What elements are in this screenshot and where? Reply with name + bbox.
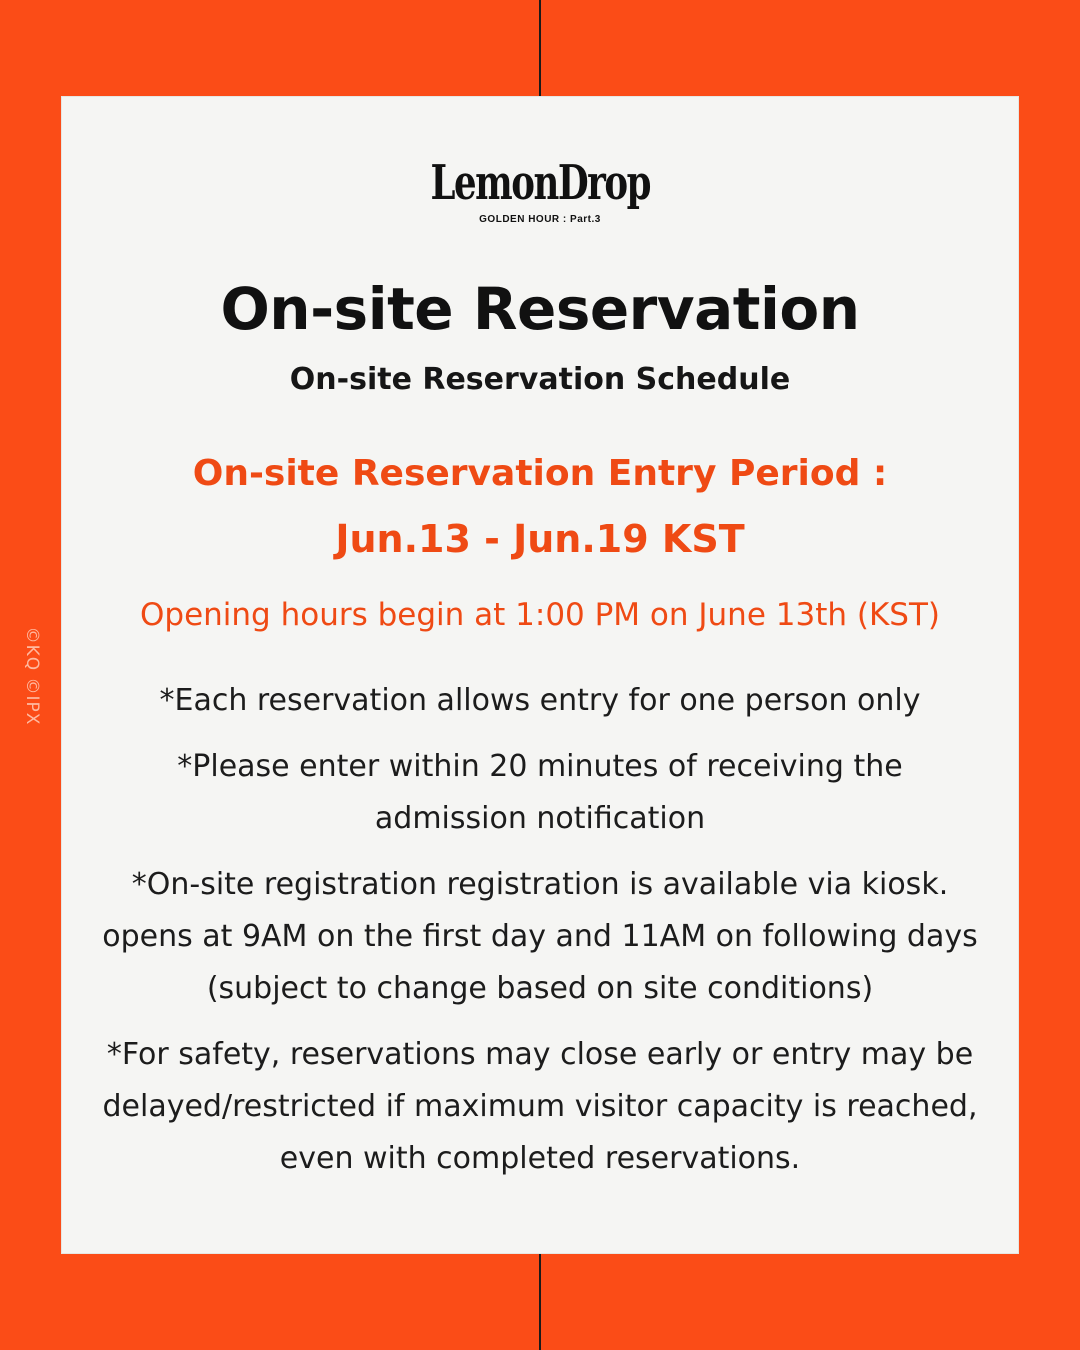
logo-wordmark: LemonDrop	[430, 155, 650, 211]
note-item: *On-site registration registration is available via kiosk. opens at 9AM on the first day and 11AM on following days (subject to change based on site conditions)	[102, 867, 978, 1006]
center-divider-top	[539, 0, 541, 96]
entry-period-label: On-site Reservation Entry Period :	[192, 453, 888, 494]
notice-card	[61, 96, 1019, 1254]
center-divider-bottom	[539, 1254, 541, 1350]
logo-tagline: GOLDEN HOUR : Part.3	[479, 214, 601, 225]
notes-list	[102, 675, 978, 1199]
page-subtitle: On-site Reservation Schedule	[289, 362, 791, 397]
note-item: *Each reservation allows entry for one person only	[159, 683, 921, 718]
note-item: *For safety, reservations may close early or entry may be delayed/restricted if maximum visitor capacity is reached, even with completed reservations.	[102, 1037, 978, 1176]
page-title: On-site Reservation	[220, 275, 860, 343]
entry-period-dates: Jun.13 - Jun.19 KST	[335, 517, 745, 561]
opening-hours: Opening hours begin at 1:00 PM on June 13th (KST)	[140, 597, 940, 633]
note-item: *Please enter within 20 minutes of receiving the admission notification	[177, 749, 903, 836]
brand-logo	[62, 155, 1018, 225]
copyright-credit: ©KQ ©IPX	[22, 626, 42, 726]
